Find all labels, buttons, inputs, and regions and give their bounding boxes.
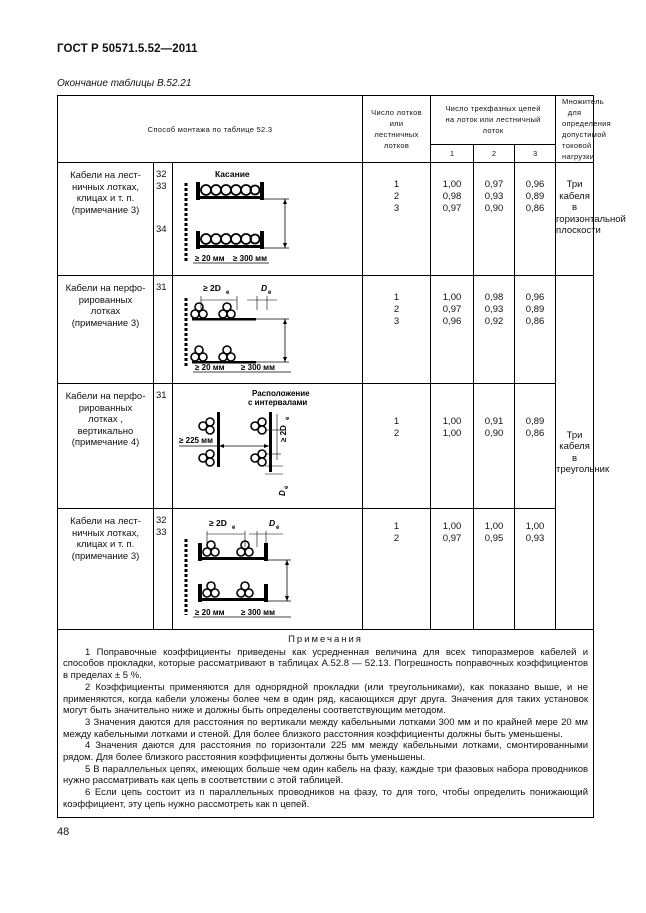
row4-desc-line: клицах и т. п.: [76, 539, 135, 550]
factor-value: 0,95: [484, 532, 504, 544]
fig3-spacing-label: ≥ 2D: [279, 425, 288, 442]
factor-value: 0,89: [525, 416, 545, 427]
figure-perforated-horizontal: [173, 276, 363, 384]
header-circuits: Число трехфазных цепей на лоток или лестничный лоток: [431, 96, 556, 145]
factor-value: 1,00: [442, 416, 462, 427]
factor-value: 0,96: [525, 292, 545, 303]
fig4-diameter-sub: e: [276, 525, 280, 531]
factor-value: 0,86: [525, 427, 545, 439]
factor-value: 0,98: [442, 190, 462, 202]
cable-group: [251, 418, 266, 466]
trays-value: 1: [393, 179, 400, 190]
factor-value: 1,00: [484, 521, 504, 532]
fig2-dim-vertical: ≥ 300 мм: [241, 363, 276, 372]
factor-value: 1,00: [442, 427, 462, 439]
cable-tray: [196, 231, 264, 249]
trays-value: 3: [393, 202, 400, 214]
fig4-spacing-sub: e: [232, 525, 236, 531]
header-trays: Число лотков или лестничных лотков: [363, 96, 431, 163]
header-col-1: 1: [431, 144, 474, 162]
factor-value: 0,93: [484, 303, 504, 315]
row1-desc-line: клицах и т. п.: [76, 193, 135, 204]
factor-value: 0,91: [484, 416, 504, 427]
fig2-diameter-label: D: [261, 283, 268, 293]
factor-value: 1,00: [442, 521, 462, 532]
fig4-spacing-label: ≥ 2D: [209, 518, 227, 528]
row3-desc-line: рированных: [78, 402, 133, 414]
note-item: 6 Если цепь состоит из n параллельных проводников на фазу, то для того, чтобы определить понижающий коэффициент, эту цепь нужно рассмотреть как n цепей.: [63, 787, 589, 810]
header-multiplier: Множитель для определения допустимой токовой нагрузки: [556, 96, 594, 163]
row4-ref: 32: [156, 515, 167, 526]
factor-value: 1,00: [525, 521, 545, 532]
row1-desc-line: Кабели на лест-: [70, 170, 141, 181]
row1-desc-line: (примечание 3): [71, 204, 140, 216]
fig2-diameter-sub: e: [268, 290, 272, 296]
row3-desc-line: Кабели на перфо-: [65, 391, 146, 402]
fig4-dim-vertical: ≥ 300 мм: [241, 608, 276, 617]
trays-value: 1: [393, 292, 400, 303]
note-item: 5 В параллельных цепях, имеющих больше чем один кабель на фазу, каждые три фазовых набора проводников нужно рассматривать как цепь в соответствии с этой таблицей.: [63, 763, 589, 787]
page-number: 48: [57, 826, 70, 838]
table-row: [58, 163, 594, 276]
fig1-dim-wall: ≥ 20 мм: [195, 254, 225, 263]
row2-ref: 31: [156, 282, 167, 293]
table-row: [58, 509, 594, 630]
fig2-spacing-label: ≥ 2D: [203, 283, 221, 293]
row3-desc-line: вертикально: [77, 425, 134, 437]
row4-desc-line: (примечание 3): [71, 550, 140, 562]
figure-ladder-horizontal: [173, 163, 363, 276]
note-item: 2 Коэффициенты применяются для однорядной прокладки (или треугольниками), как показано выше, и не применяются, когда кабели уложены более чем в один ряд, касающихся друг друга. Значения для таких установок могут быть значительно ниже и должны быть определены соответствующим методом.: [63, 681, 589, 717]
header-col-3: 3: [515, 144, 556, 162]
trays-value: 3: [393, 315, 400, 327]
fig3-dim-horizontal: ≥ 225 мм: [179, 436, 214, 445]
multiplier-line: треугольник: [556, 464, 610, 475]
multiplier-line: Три кабеля в: [559, 429, 590, 464]
factor-value: 0,90: [484, 202, 504, 214]
row4-desc-line: Кабели на лест-: [70, 516, 141, 527]
fig1-dim-vertical: ≥ 300 мм: [233, 254, 268, 263]
fig1-label-touching: Касание: [215, 169, 250, 179]
fig4-dim-wall: ≥ 20 мм: [195, 608, 225, 617]
factor-value: 0,96: [525, 179, 545, 190]
row4-ref: 33: [156, 526, 167, 538]
factor-value: 0,97: [442, 303, 462, 315]
multiplier-triangle: [556, 276, 610, 630]
fig3-spacing-sub: e: [285, 416, 291, 420]
table-row: [58, 276, 594, 384]
trays-value: 2: [393, 532, 400, 544]
factor-value: 0,92: [484, 315, 504, 327]
row2-desc-line: рированных: [78, 294, 133, 306]
header-method: Способ монтажа по таблице 52.3: [58, 96, 363, 163]
trays-value: 2: [393, 303, 400, 315]
row1-ref: 33: [156, 180, 167, 192]
cable-tray: [196, 182, 264, 200]
row2-desc-line: лотках: [90, 306, 121, 317]
figure-perforated-vertical: [173, 384, 363, 509]
cable-tray: [198, 541, 268, 561]
fig3-label-1: Расположение: [252, 389, 310, 398]
note-item: 1 Поправочные коэффициенты приведены как усредненная величина для всех типоразмеров кабелей и способов прокладки, которые рассматривают в таблицах А.52.8 — 52.13. Погрешность поправочных коэффициентов в пределах ± 5 %.: [63, 646, 589, 682]
trays-value: 1: [393, 416, 400, 427]
fig4-diameter-label: D: [269, 518, 276, 528]
fig3-diameter-sub: e: [284, 485, 290, 489]
fig2-spacing-sub: e: [226, 290, 230, 296]
table-continuation-label: Окончание таблицы В.52.21: [57, 78, 192, 89]
fig2-dim-wall: ≥ 20 мм: [195, 363, 225, 372]
trays-value: 2: [393, 427, 400, 439]
factor-value: 0,89: [525, 190, 545, 202]
factor-value: 0,97: [442, 202, 462, 214]
factor-value: 0,86: [525, 202, 545, 214]
row4-desc-line: ничных лотках,: [71, 527, 140, 539]
factor-value: 0,90: [484, 427, 504, 439]
multiplier-horizontal: [556, 163, 626, 276]
notes-section: [58, 630, 594, 818]
notes-title: Примечания: [288, 634, 363, 645]
fig3-diameter-label: D: [278, 490, 287, 496]
note-item: 4 Значения даются для расстояния по горизонтали 225 мм между кабельными лотками, смонтированными рядом. Для более близкого расстояния коэффициенты должны быть уменьшены.: [63, 740, 589, 764]
cable-tray: [198, 582, 268, 602]
factor-value: 1,00: [442, 179, 462, 190]
fig3-label-2: с интервалами: [248, 398, 308, 407]
row3-desc-line: (примечание 4): [71, 437, 140, 448]
factor-value: 0,98: [484, 292, 504, 303]
multiplier-line: плоскости: [556, 225, 601, 236]
row1-ref: 32: [156, 169, 167, 180]
cable-tray: [191, 346, 256, 364]
row3-desc-line: лотках ,: [88, 414, 123, 425]
table-row: [58, 384, 594, 509]
factor-value: 0,86: [525, 315, 545, 327]
factor-value: 0,93: [525, 532, 545, 544]
factor-value: 0,97: [484, 179, 504, 190]
document-header: ГОСТ Р 50571.5.52—2011: [57, 43, 198, 55]
trays-value: 1: [393, 521, 400, 532]
factor-value: 0,97: [442, 532, 462, 544]
row2-desc-line: Кабели на перфо-: [65, 283, 146, 294]
figure-ladder-trefoil: [173, 509, 363, 630]
factor-value: 0,96: [442, 315, 462, 327]
row2-desc-line: (примечание 3): [71, 317, 140, 329]
multiplier-line: Три кабеля в: [559, 179, 590, 213]
multiplier-line: горизонтальной: [556, 213, 626, 225]
row3-ref: 31: [156, 390, 167, 401]
header-col-2: 2: [474, 144, 515, 162]
note-item: 3 Значения даются для расстояния по вертикали между кабельными лотками 300 мм и по крайней мере 20 мм между кабельными лотками и стеной. Для более близкого расстояния коэффициенты должны быть уменьшены.: [63, 716, 589, 740]
factor-value: 0,89: [525, 303, 545, 315]
factor-value: 1,00: [442, 292, 462, 303]
factor-value: 0,93: [484, 190, 504, 202]
trays-value: 2: [393, 190, 400, 202]
row1-desc-line: ничных лотках,: [71, 181, 140, 193]
row1-ref: 34: [156, 224, 167, 235]
derating-table: [57, 95, 626, 818]
